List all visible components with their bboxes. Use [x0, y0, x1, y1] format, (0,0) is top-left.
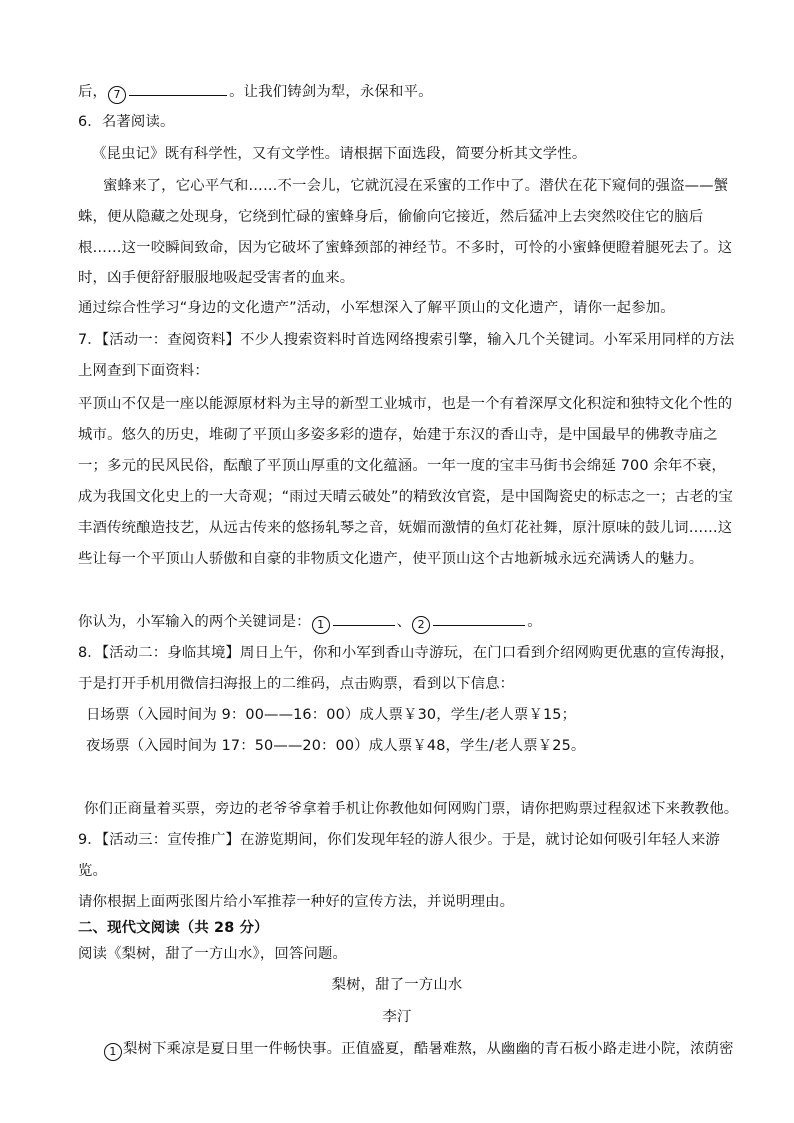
blank-7[interactable]: [129, 81, 227, 96]
question-8-line-2: 于是打开手机用微信扫海报上的二维码，点击购票，看到以下信息：: [78, 676, 515, 692]
material-line-5: 丰酒传统酿造技艺，从远古传来的悠扬轧琴之音，妩媚而激情的鱼灯花社舞，原汁原味的鼓儿词……这: [78, 520, 733, 536]
question-6-heading: 6．名著阅读。: [78, 114, 175, 130]
material-line-1: 平顶山不仅是一座以能源原材料为主导的新型工业城市，也是一个有着深厚文化积淀和独特文化个性的: [78, 396, 733, 412]
material-line-2: 城市。悠久的历史，堆砌了平顶山多姿多彩的遗存，始建于东汉的香山寺，是中国最早的佛教寺庙之: [78, 427, 718, 443]
circled-number-2: 2: [412, 616, 430, 634]
text-suffix: 。让我们铸剑为犁，永保和平。: [229, 84, 433, 100]
excerpt-line-1: 蜜蜂来了，它心平气和……不一会儿，它就沉浸在采蜜的工作中了。潜伏在花下窥伺的强盗——蟹: [103, 178, 729, 194]
separator: 、: [396, 614, 412, 630]
excerpt-line-2: 蛛，便从隐藏之处现身，它绕到忙碌的蜜蜂身后，偷偷向它接近，然后猛冲上去突然咬住它的脑后: [78, 209, 704, 225]
activity-intro: 通过综合性学习“身边的文化遗产”活动，小军想深入了解平顶山的文化遗产，请你一起参加。: [78, 300, 675, 316]
night-ticket-info: 夜场票（入园时间为 17：50——20：00）成人票￥48，学生/老人票￥25。: [86, 738, 586, 754]
question-9-task: 请你根据上面两张图片给小军推荐一种好的宣传方法，并说明理由。: [78, 894, 515, 910]
answer-line-7: [78, 81, 433, 104]
material-line-6: 些让每一个平顶山人骄傲和自豪的非物质文化遗产，使平顶山这个古地新城永远充满诱人的魅力。: [78, 551, 704, 567]
circled-number-7: 7: [108, 86, 126, 104]
article-paragraph-1: [103, 1039, 734, 1061]
question-8-line-1: 8．【活动二：身临其境】周日上午，你和小军到香山寺游玩，在门口看到介绍网购更优惠的宣传海报，: [78, 645, 735, 661]
excerpt-line-3: 根……这一咬瞬间致命，因为它破坏了蜜蜂颈部的神经节。不多时，可怜的小蜜蜂便瞪着腿死去了。这: [78, 240, 733, 256]
article-author: 李汀: [382, 1009, 412, 1025]
article-title: 梨树，甜了一方山水: [331, 977, 463, 993]
question-8-task: 你们正商量着买票，旁边的老爷爷拿着手机让你教他如何网购门票，请你把购票过程叙述下来教教他。: [84, 801, 739, 817]
circled-number-1: 1: [312, 616, 330, 634]
text-suffix: 。: [527, 614, 542, 630]
keyword-blank-1[interactable]: [333, 611, 395, 626]
material-line-3: 一；多元的民风民俗，酝酿了平顶山厚重的文化蕴涵。一年一度的宝丰马街书会绵延 700 余年不衰，: [78, 458, 727, 474]
question-6-prompt: 《昆虫记》既有科学性，又有文学性。请根据下面选段，简要分析其文学性。: [92, 146, 587, 162]
keyword-blank-2[interactable]: [433, 611, 525, 626]
paragraph-text: 梨树下乘凉是夏日里一件畅快事。正值盛夏，酷暑难熬，从幽幽的青石板小路走进小院，浓荫密: [123, 1041, 734, 1057]
paragraph-number-1: 1: [104, 1043, 122, 1061]
question-7-line-1: 7．【活动一：查阅资料】不少人搜索资料时首选网络搜索引擎，输入几个关键词。小军采用同样的方法: [78, 332, 735, 348]
keyword-question: [78, 611, 542, 634]
text-prefix: 后，: [78, 84, 108, 100]
question-9-line-2: 览。: [78, 863, 108, 879]
material-line-4: 成为我国文化史上的一大奇观；“雨过天晴云破处”的精致汝官瓷，是中国陶瓷史的标志之一；古老的宝: [78, 489, 734, 505]
excerpt-line-4: 时，凶手便舒舒服服地吸起受害者的血来。: [78, 270, 355, 286]
reading-instruction: 阅读《梨树，甜了一方山水》，回答问题。: [78, 946, 348, 962]
section-2-heading: 二、现代文阅读（共 28 分）: [78, 920, 269, 936]
day-ticket-info: 日场票（入园时间为 9：00——16：00）成人票￥30，学生/老人票￥15；: [86, 707, 577, 723]
question-7-line-2: 上网查到下面资料：: [78, 363, 209, 379]
question-9-line-1: 9．【活动三：宣传推广】在游览期间，你们发现年轻的游人很少。于是，就讨论如何吸引年轻人来游: [78, 832, 720, 848]
keyword-prompt: 你认为，小军输入的两个关键词是：: [78, 614, 311, 630]
